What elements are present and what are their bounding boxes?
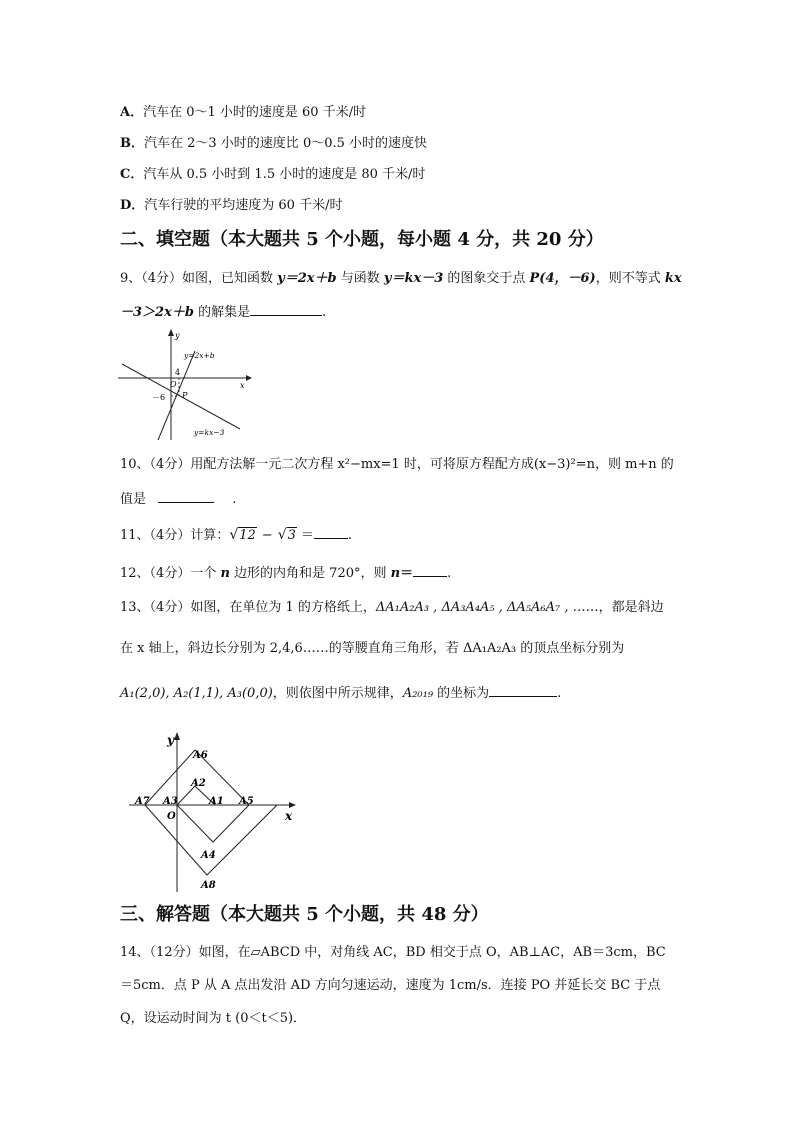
q12-eq: ＝ xyxy=(400,566,414,581)
option-d xyxy=(120,199,342,212)
q12-end: . xyxy=(447,566,452,581)
option-b xyxy=(120,137,427,150)
line-2-label: y=kx−3 xyxy=(194,428,225,437)
q13-prefix: 13、（4分）如图，在单位为 1 的方格纸上， xyxy=(120,600,376,615)
section-2-heading: 二、填空题（本大题共 5 个小题，每小题 4 分，共 20 分） xyxy=(120,229,604,250)
q12-prefix: 12、（4分）一个 xyxy=(120,566,221,581)
option-a xyxy=(120,106,366,119)
x-axis-arrow xyxy=(246,375,252,381)
q13-mid: ，则依图中所示规律， xyxy=(272,686,403,701)
question-11 xyxy=(120,526,352,542)
question-14-line-1: 14、（12分）如图，在▱ABCD 中，对角线 AC，BD 相交于点 O，AB⊥AC，AB＝3cm，BC xyxy=(120,945,666,960)
sqrt-symbol: √ xyxy=(277,527,287,543)
question-14-line-3: Q，设运动时间为 t (0＜t＜5)． xyxy=(120,1011,307,1026)
point-p-label: P xyxy=(182,391,188,400)
x-axis-label: x xyxy=(285,809,293,823)
q9-mid3: ，则不等式 xyxy=(595,271,665,286)
option-letter: C． xyxy=(120,167,144,182)
option-c xyxy=(120,168,425,181)
q13-target: A₂₀₁₉ xyxy=(402,686,434,701)
q9-inequality-end: －3＞2x＋b xyxy=(120,305,194,320)
line-y-kx-3 xyxy=(122,364,240,429)
option-text: 汽车在 2～3 小时的速度比 0～0.5 小时的速度快 xyxy=(144,136,428,151)
y-axis-label: y xyxy=(167,733,174,747)
q9-mid1: 与函数 xyxy=(336,271,384,286)
q13-coordinates: A₁(2,0), A₂(1,1), A₃(0,0) xyxy=(120,686,273,701)
option-text: 汽车从 0.5 小时到 1.5 小时的速度是 80 千米/时 xyxy=(143,167,426,182)
q9-function-1: y＝2x＋b xyxy=(277,271,337,286)
option-letter: A． xyxy=(120,105,144,120)
q11-end: . xyxy=(347,528,353,543)
q9-end: . xyxy=(322,305,327,320)
minus-symbol: − xyxy=(261,528,273,543)
sqrt-symbol: √ xyxy=(229,527,239,543)
option-text: 汽车行驶的平均速度为 60 千米/时 xyxy=(144,198,343,213)
option-letter: D． xyxy=(120,198,145,213)
answer-blank[interactable] xyxy=(158,490,214,503)
section-3-heading: 三、解答题（本大题共 5 个小题，共 48 分） xyxy=(120,904,489,925)
q13-graph xyxy=(125,728,305,896)
q9-mid2: 的图象交于点 xyxy=(443,271,530,286)
q11-radicand-1: 12 xyxy=(239,528,256,543)
question-14-line-2: ＝5cm．点 P 从 A 点出发沿 AD 方向匀速运动，速度为 1cm/s．连接 PO 并延长交 BC 于点 xyxy=(120,978,661,993)
q12-n: n xyxy=(220,566,230,581)
option-text: 汽车在 0～1 小时的速度是 60 千米/时 xyxy=(143,105,367,120)
label-a4: A4 xyxy=(201,850,216,861)
q13-triangles: ΔA₁A₂A₃ , ΔA₃A₄A₅ , ΔA₅A₆A₇ , …… xyxy=(375,600,599,615)
question-10-line-2 xyxy=(120,490,236,506)
label-a5: A5 xyxy=(239,796,254,807)
q13-end: . xyxy=(557,686,562,701)
q13-coord-label: 的坐标为 xyxy=(433,686,490,701)
q9-point: P(4，－6) xyxy=(529,271,596,286)
q12-n2: n xyxy=(390,566,401,581)
answer-blank[interactable] xyxy=(413,564,447,577)
q9-function-2: y＝kx－3 xyxy=(383,271,444,286)
triangle-a3-a4-a5 xyxy=(177,805,249,842)
option-letter: B． xyxy=(120,136,144,151)
label-a7: A7 xyxy=(135,796,150,807)
label-a8: A8 xyxy=(201,880,216,891)
q9-inequality-start: kx xyxy=(664,271,682,286)
question-13-line-1 xyxy=(120,601,664,614)
answer-blank[interactable] xyxy=(489,684,557,697)
q9-solution-label: 的解集是 xyxy=(193,305,251,320)
q11-prefix: 11、（4分）计算： xyxy=(120,528,230,543)
question-12 xyxy=(120,564,451,580)
question-13-line-2: 在 x 轴上，斜边长分别为 2,4,6……的等腰直角三角形，若 ΔA₁A₂A₃ 的顶点坐标分别为 xyxy=(120,641,625,656)
q9-prefix: 9、（4分）如图，已知函数 xyxy=(120,271,278,286)
q9-graph xyxy=(118,328,258,446)
line-1-label: y=2x+b xyxy=(184,351,215,360)
origin-label: O xyxy=(170,380,177,389)
q10-end: . xyxy=(232,492,237,507)
label-a3: A3 xyxy=(163,796,178,807)
q11-radicand-2: 3 xyxy=(287,528,296,543)
origin-label: O xyxy=(167,811,176,822)
label-a1: A1 xyxy=(209,796,224,807)
x-axis-arrow xyxy=(289,802,296,808)
x-tick-label: 4 xyxy=(175,368,181,377)
q10-value-label: 值是 xyxy=(120,492,147,507)
q13-suffix: ，都是斜边 xyxy=(598,600,664,615)
label-a6: A6 xyxy=(193,750,208,761)
question-10-line-1: 10、（4分）用配方法解一元二次方程 x²−mx=1 时，可将原方程配方成(x−3)²=n，则 m+n 的 xyxy=(120,457,674,472)
y-axis-arrow xyxy=(168,329,174,336)
y-axis-arrow xyxy=(174,732,180,740)
question-9-line-1 xyxy=(120,272,682,285)
q11-equals: ＝ xyxy=(300,528,314,543)
question-9-line-2 xyxy=(120,303,326,319)
label-a2: A2 xyxy=(191,778,206,789)
answer-blank[interactable] xyxy=(314,526,348,539)
q12-mid: 边形的内角和是 720°，则 xyxy=(229,566,391,581)
question-13-line-3 xyxy=(120,684,561,700)
answer-blank[interactable] xyxy=(250,303,322,316)
y-axis-label: y xyxy=(175,331,180,340)
y-tick-label: －6 xyxy=(152,393,166,402)
x-axis-label: x xyxy=(240,381,245,390)
